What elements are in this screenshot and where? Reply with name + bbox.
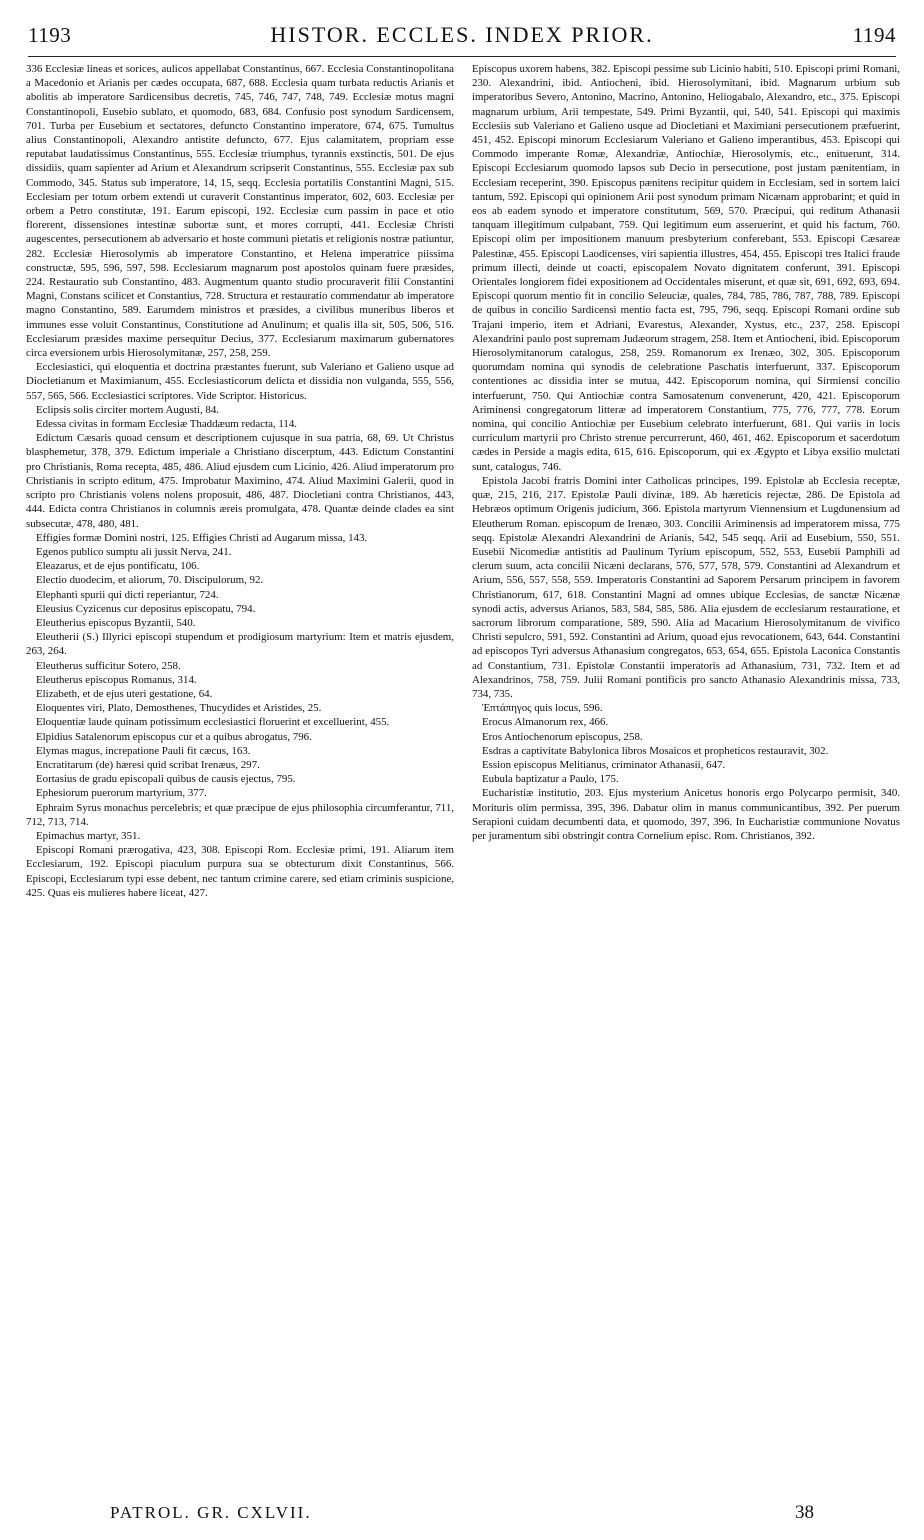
header-rule	[28, 56, 896, 57]
index-entry: Eleutherus sufficitur Sotero, 258.	[36, 659, 181, 672]
right-column	[472, 62, 900, 1482]
running-title: HISTOR. ECCLES. INDEX PRIOR.	[270, 22, 654, 47]
left-column	[26, 62, 454, 1482]
index-entry: Edictum Cæsaris quoad censum et descriptionem cujusque in sua patria, 68, 69. Ut Christus blasphemetur, 378, 379. Edictum imperiale a Christiano discerptum, 443. Edictum Constantini pro Christianis, Roma recepta, 485, 486. Aliud ejusdem cum Licinio, 426. Aliud imperatorum pro Christianis in scripto editum, 475. Improbatur Maximino, 474. Aliud Maximini Galerii, quod in scripto pro Christianis volens nolens proposuit, 486, 487. Diocletiani contra Christianos, 443, 444. Edicta contra Christianos in columnis æreis promulgata, 478. Quantæ deinde clades ea sint subsecutæ, 478, 480, 481.	[26, 432, 454, 530]
index-entry: Episcopi Romani prærogativa, 423, 308. Episcopi Rom. Ecclesiæ primi, 191. Aliarum item Ecclesiarum, 192. Episcopi piaculum purpura sua se obtecturum dixit Constantinus, 566. Episcopi, Ecclesiarum typi esse debent, nec tantum crimine carere, sed etiam criminis suspicione, 425. Quas eis mulieres habere liceat, 427.	[26, 844, 454, 899]
page-number-left: 1193	[28, 23, 72, 47]
index-entry: Egenos publico sumptu ali jussit Nerva, 241.	[36, 545, 232, 558]
index-entry: Eleutherii (S.) Illyrici episcopi stupendum et prodigiosum martyrium: Item et matris ejusdem, 263, 264.	[26, 631, 454, 658]
index-entry: Ecclesiastici, qui eloquentia et doctrina præstantes fuerunt, sub Valeriano et Galieno usque ad Diocletianum et Maximianum, 455. Ecclesiasticorum delicta et dissidia non vulganda, 555, 556, 557, 565, 566. Ecclesiastici scriptores. Vide Scriptor. Historicus.	[26, 361, 454, 402]
sheet-number: 38	[795, 1502, 814, 1523]
index-entry: Electio duodecim, et aliorum, 70. Discipulorum, 92.	[36, 574, 264, 587]
index-entry: Eleutherus episcopus Romanus, 314.	[36, 673, 197, 686]
index-entry: Elephanti spurii qui dicti reperiantur, 724.	[36, 588, 219, 601]
index-entry: Ephraim Syrus monachus percelebris; et quæ præcipue de ejus philosophia circumferantur, 711, 712, 713, 714.	[26, 801, 454, 828]
index-entry: Eubula baptizatur a Paulo, 175.	[482, 773, 619, 786]
index-entry: Eucharistiæ institutio, 203. Ejus mysterium Anicetus honoris ergo Polycarpo permisit, 340. Morituris olim permissa, 395, 396. Dabatur olim in manus communicantibus, 392. Per puerum Serapioni cuidam decumbenti data, et quomodo, 397, 396. In Eucharistiæ communione Novatus per juramentum sibi obstringit contra Cornelium episc. Rom. Christianos, 392.	[472, 787, 900, 842]
running-header	[28, 22, 896, 56]
index-entry: Eortasius de gradu episcopali quibus de causis ejectus, 795.	[36, 773, 296, 786]
index-entry: Elymas magus, increpatione Pauli fit cæcus, 163.	[36, 744, 251, 757]
index-entry: Erocus Almanorum rex, 466.	[482, 716, 609, 729]
index-entry: Encratitarum (de) hæresi quid scribat Irenæus, 297.	[36, 758, 260, 771]
index-entry: Eleusius Cyzicenus cur depositus episcopatu, 794.	[36, 602, 256, 615]
page-footer	[110, 1502, 814, 1528]
volume-signature: PATROL. GR. CXLVII.	[110, 1503, 312, 1522]
index-entry: Eleazarus, et de ejus pontificatu, 106.	[36, 560, 200, 573]
index-entry: Ession episcopus Melitianus, criminator Athanasii, 647.	[482, 758, 726, 771]
index-entry: Ephesiorum puerorum martyrium, 377.	[36, 787, 207, 800]
index-columns	[26, 62, 900, 1482]
index-entry: 336 Ecclesiæ lineas et sorices, aulicos appellabat Constantinus, 667. Ecclesia Constantinopolitana a Macedonio et Arianis per cædes occupata, 687, 688. Ecclesia quam turbata reductis Arianis et abolitis ab imperatore Sardicensibus decretis, 745, 746, 747, 748, 749. Ecclesiæ motus magni Constantinopoli, Eusebio sublato, et quomodo, 683, 684. Confusio post synodum Sardicensem, 701. Turba per Eusebium et sectatores, defuncto Constantino imperatore, 674, 675. Tumultus alius Constantinopoli, Alexandro antistite defuncto, 677. Ejus calamitatem, propriam esse reputabat laudatissimus Constantinus, 555. Ecclesiæ triumphus, tyrannis exstinctis, 501. De ejus dissidiis, quam sapienter ad Arium et Alexandrum scripserit Constantinus, 555. Ecclesiæ pax sub Commodo, 345. Status sub imperatore, 14, 15, seqq. Ecclesia portatilis Constantini Magni, 515. Ecclesiam per totum orbem extendi ut curaverit Constantinus imperator, 602, 603. Ecclesiæ per orbem a Petro constitutæ, 191. Earum episcopi, 192. Ecclesiæ cum passim in pace et otio florerent, dissensiones intestinæ subortæ sunt, et mores corrupti, 441. Ecclesiæ Christi augescentes, persecutionem ab adversario et hoste communi pietatis et religionis nostræ patiuntur, 282. Ecclesiæ Hierosolymis ab imperatore Constantino, et Helena imperatrice piissima constructæ, 595, 596, 597, 598. Ecclesiarum magnarum post apostolos quinam fuere præsides, 224. Restauratio sub Constantino, 483. Augmentum quanto studio procuraverit filii Constantini Magni, Constans scilicet et Constantius, 728. Structura et restauratio commendatur ab imperatore magno Constantino, 589. Earumdem ministros et præsides, a civilibus muneribus liberos et immunes esse voluit Constantinus, Constitutione ad Anulinum; et qualis illa sit, 505, 506, 516. Ecclesiarum præsides maxime persequitur Decius, 377. Ecclesiarum maximarum gubernatores circa eversionem urbis Hierosolymitanæ, 257, 258, 259.	[26, 63, 454, 360]
index-entry: Edessa civitas in formam Ecclesiæ Thaddæum redacta, 114.	[36, 418, 297, 431]
page-number-right: 1194	[852, 23, 896, 47]
index-entry: Epistola Jacobi fratris Domini inter Catholicas principes, 199. Epistolæ ab Ecclesia receptæ, quæ, 215, 216, 217. Epistolæ Pauli divinæ, 189. Ab hæreticis rejectæ, 286. De Epistola ad Hebræos optimum Origenis judicium, 366. Epistola martyrum Viennensium et Lugdunensium ad Eleutherum Roman. episcopum de Irenæo, 303. Concilii Ariminensis ad imperatorem missa, 775 seqq. Epistolæ Alexandri Alexandrini de Arianis, 542, 545 seqq. Arii ad Eusebium, 550, 551. Eusebii Nicomediæ antistitis ad Paulinum Tyrium episcopum, 552, 553, Eusebii Pamphili ad clerum suum, acta concilii Nicæni declarans, 576, 577, 578, 579. Constantini ad Alexandrum et Arium, 556, 557, 558, 559. Imperatoris Constantini ad Saporem Persarum principem in favorem Christianorum, 617, 618. Constantini Magni ad omnes ubique Ecclesias, de sanctæ Nicænæ synodi actis, adversus Arianos, 583, 584, 585, 586. Alia ejusdem de ecclesiarum restauratione, et sacrorum librorum comparatione, 589, 590. Alia ad Macarium Hierosolymitanum de vivifico Christi sepulcro, 591, 592. Constantini ad Arium, quoad ejus revocationem, 643, 644. Constantini ad episcopos Tyri adversus Athanasium congregatos, 653, 654, 655. Epistola Laconica Constantis ad Constantium, 731. Epistolæ Constantii imperatoris ad Athanasium, 731, 732. Item et ad Alexandrinos, 758, 759. Julii Romani pontificis pro sancto Athanasio Alexandrinis missa, 733, 734, 735.	[472, 474, 900, 700]
index-entry: Epimachus martyr, 351.	[36, 829, 141, 842]
index-entry: Eloquentiæ laude quinam potissimum ecclesiastici floruerint et excelluerint, 455.	[36, 716, 390, 729]
index-entry: Eleutherius episcopus Byzantii, 540.	[36, 616, 196, 629]
index-entry: Eclipsis solis circiter mortem Augusti, 84.	[36, 403, 220, 416]
index-entry: Eloquentes viri, Plato, Demosthenes, Thucydides et Aristides, 25.	[36, 702, 322, 715]
index-entry: Elpidius Satalenorum episcopus cur et a quibus abrogatus, 796.	[36, 730, 312, 743]
index-entry: Episcopus uxorem habens, 382. Episcopi pessime sub Licinio habiti, 510. Episcopi primi Romani, 230. Alexandrini, ibid. Antiocheni, ibid. Hierosolymitani, ibid. Magnarum urbium sub imperatoribus Severo, Antonino, Macrino, Antonino, Heliogabalo, Alexandro, etc., 375. Episcopi magnarum urbium, Arii tempestate, 549. Primi Byzantii, qui, 540, 541. Episcopi qui maximis Ecclesiis sub Valeriano et Galieno usque ad Diocletiani et Maximiani persecutionem præfuerint, 451, 452. Episcopi minorum Ecclesiarum Valeriano et Galieno imperantibus, 453. Episcopi qui Commodo imperante Romæ, Alexandriæ, Antiochiæ, Hierosolymis, etc., enituerunt, 314. Episcopi Ecclesiarum quomodo lapsos sub Decio in persecutione, post justam pænitentiam, in Ecclesiam receperint, 390. Episcopus pænitens recipitur quidem in Ecclesiam, sed in sortem laici tantum, 592. Episcopi qui opinionem Arii post synodum primam Nicænam approbarint; et quid in eos ab eadem synodo et imperatore constitutum, 569, 570. Præcipui, qui reditum Athanasii tanquam illegitimum culpabant, 759. Qui legitimum eum asseruerint, et quid his factum, 760. Episcopi olim per impositionem manuum presbyterium conferebant, 553. Episcopi Cæsareæ Palestinæ, 455. Episcopi Laodicenses, viri sapientia illustres, 454, 455. Episcopi tres Italici fraude primum illecti, deinde ut coacti, episcopalem Novato dignitatem conferunt, 391. Episcopi Orientales longiorem fidei expositionem ad Occidentales miserunt, et quæ sit, 691, 692, 693, 694. Episcopi quorum mentio fit in concilio Seleuciæ, quales, 784, 785, 786, 787, 788, 789. Episcopi de quibus in concilio Sardicensi mentio facta est, 795, 796, seqq. Episcopi Romani ordine sub Trajani imperio, item et Adriani, Evarestus, Alexander, Xystus, etc., 237, 258. Episcopi Alexandrini paulo post supremam Judæorum stragem, 258. Item et Antiocheni, ibid. Episcoporum Hierosolymitanorum catalogus, 258, 259. Romanorum ex Irenæo, 302, 305. Episcoporum quorumdam nomina qui synodis de celebratione Paschatis interfuerunt, 337. Episcoporum contentiones ac dissidia inter se mutua, 442. Episcoporum nomina, qui Sirmiensi concilio interfuerunt, 750. Qui Antiochiæ contra Samosatenum convenerunt, 420, 421. Episcoporum Ariminensi congregatorum litteræ ad imperatorem Constantium, 775, 776, 777, 778. Eorum nomina, qui concilio Antiochiæ per Eusebium celebrato interfuerunt, 681. Qui variis in locis curriculum martyrii pro Christo strenue percurrerunt, 460, 461, 462. Episcoporum et sacerdotum cædes in Perside a magis edita, 615, 616. Episcoporum, qui ex Ægypto et Libya exsilio mulctati sunt, catalogus, 746.	[472, 63, 900, 473]
index-entry: Eros Antiochenorum episcopus, 258.	[482, 730, 643, 743]
index-entry: Effigies formæ Domini nostri, 125. Effigies Christi ad Augarum missa, 143.	[36, 531, 368, 544]
index-entry: Ἑπτάπηγος quis locus, 596.	[482, 702, 603, 715]
index-entry: Esdras a captivitate Babylonica libros Mosaicos et propheticos restauravit, 302.	[482, 744, 829, 757]
index-entry: Elizabeth, et de ejus uteri gestatione, 64.	[36, 687, 213, 700]
